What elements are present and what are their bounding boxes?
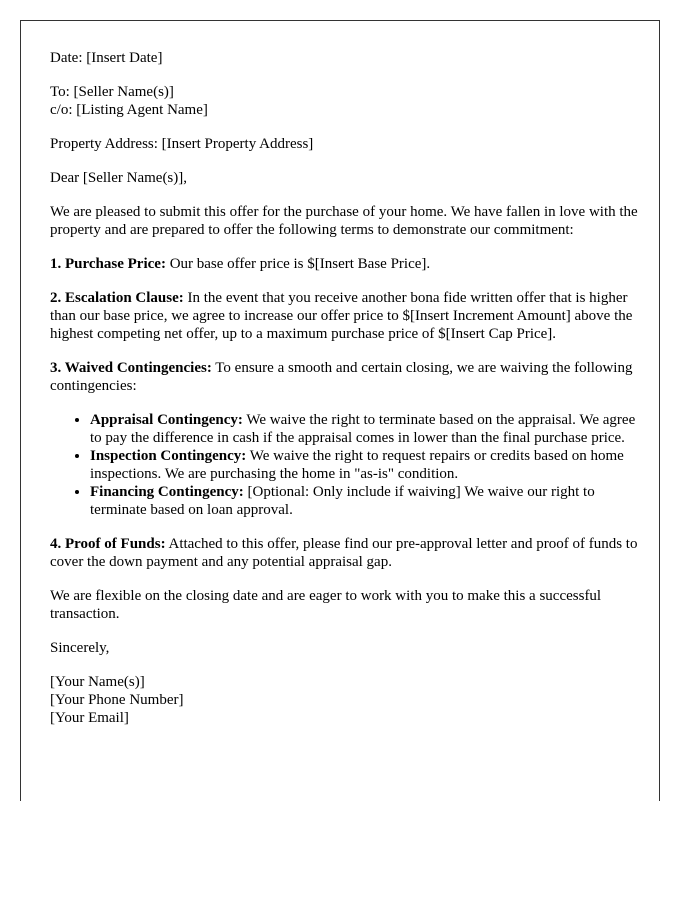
list-item-financing-contingency — [90, 483, 650, 519]
salutation: Dear [Seller Name(s)], — [50, 170, 188, 186]
section-escalation-clause — [50, 289, 650, 343]
date-line: Date: [Insert Date] — [50, 50, 163, 66]
list-item-text: We waive the right to terminate based on the appraisal. We agree to pay the difference in cash if the appraisal comes in lower than the final purchase price. — [90, 412, 636, 446]
list-item-heading: Financing Contingency: — [90, 484, 244, 500]
section-heading: 3. Waived Contingencies: — [50, 360, 212, 376]
section-heading: 1. Purchase Price: — [50, 256, 166, 272]
signature-block — [50, 673, 650, 727]
list-item-heading: Appraisal Contingency: — [90, 412, 243, 428]
section-waived-contingencies — [50, 359, 650, 395]
list-item-inspection-contingency — [90, 447, 650, 483]
section-purchase-price — [50, 255, 650, 273]
offer-letter — [50, 49, 650, 743]
closing-paragraph: We are flexible on the closing date and are eager to work with you to make this a successful transaction. — [50, 588, 602, 622]
to-line: To: [Seller Name(s)] — [50, 84, 174, 100]
section-text: To ensure a smooth and certain closing, we are waiving the following contingencies: — [50, 360, 633, 394]
section-heading: 4. Proof of Funds: — [50, 536, 166, 552]
section-text: In the event that you receive another bona fide written offer that is higher than our base price, we agree to increase our offer price to $[Insert Increment Amount] above the highest competing net offer, up to a maximum purchase price of $[Insert Cap Price]. — [50, 290, 633, 342]
care-of-line: c/o: [Listing Agent Name] — [50, 102, 208, 118]
list-item-heading: Inspection Contingency: — [90, 448, 247, 464]
section-heading: 2. Escalation Clause: — [50, 290, 184, 306]
list-item-appraisal-contingency — [90, 411, 650, 447]
list-item-text: We waive the right to request repairs or credits based on home inspections. We are purchasing the home in "as-is" condition. — [90, 448, 624, 482]
signature-name: [Your Name(s)] — [50, 674, 145, 690]
signature-email: [Your Email] — [50, 710, 129, 726]
section-text: Attached to this offer, please find our pre-approval letter and proof of funds to cover the down payment and any potential appraisal gap. — [50, 536, 638, 570]
intro-paragraph: We are pleased to submit this offer for the purchase of your home. We have fallen in love with the property and are prepared to offer the following terms to demonstrate our commitment: — [50, 204, 638, 238]
section-proof-of-funds — [50, 535, 650, 571]
sign-off: Sincerely, — [50, 640, 110, 656]
letter-frame — [20, 20, 660, 801]
section-text: Our base offer price is $[Insert Base Price]. — [165, 256, 431, 272]
recipient-block — [50, 83, 650, 119]
signature-phone: [Your Phone Number] — [50, 692, 184, 708]
property-address-line: Property Address: [Insert Property Address] — [50, 136, 314, 152]
contingency-list — [50, 411, 650, 519]
list-item-text: [Optional: Only include if waiving] We waive our right to terminate based on loan approval. — [90, 484, 595, 518]
